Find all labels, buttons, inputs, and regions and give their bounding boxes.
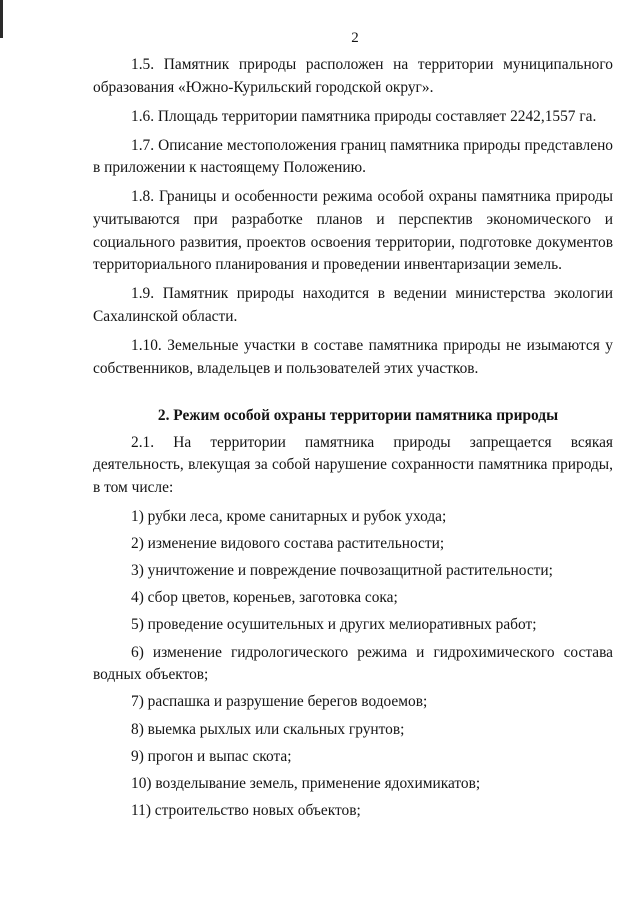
- list-item: 10) возделывание земель, применение ядохимикатов;: [131, 774, 481, 792]
- list-item: 7) распашка и разрушение берегов водоемов;: [131, 693, 428, 711]
- paragraph-1-7: 1.7. Описание местоположения границ памятника природы представлено в приложении к настоящему Положению.: [93, 136, 613, 177]
- paragraph-2-1: 2.1. На территории памятника природы запрещается всякая деятельность, влекущая за собой нарушение сохранности памятника природы, в том числе:: [93, 433, 613, 496]
- page-number: 2: [351, 30, 359, 46]
- list-item: 5) проведение осушительных и других мелиоративных работ;: [131, 616, 537, 634]
- paragraph-1-10: 1.10. Земельные участки в составе памятника природы не изымаются у собственников, владельцев и пользователей этих участков.: [93, 337, 613, 377]
- list-item: 9) прогон и выпас скота;: [131, 747, 292, 765]
- document-body: [93, 54, 613, 827]
- paragraph-1-9: 1.9. Памятник природы находится в ведении министерства экологии Сахалинской области.: [93, 285, 613, 325]
- list-item: 1) рубки леса, кроме санитарных и рубок ухода;: [131, 507, 447, 525]
- list-item: 8) выемка рыхлых или скальных грунтов;: [131, 720, 405, 738]
- list-item: 4) сбор цветов, кореньев, заготовка сока;: [131, 589, 398, 607]
- list-item: 11) строительство новых объектов;: [131, 802, 361, 820]
- section-2-heading: 2. Режим особой охраны территории памятника природы: [157, 407, 559, 425]
- paragraph-1-8: 1.8. Границы и особенности режима особой охраны памятника природы учитываются при разработке планов и перспектив экономического и социального развития, проектов освоения территории, подготовке документов территориального планирования и проведении инвентаризации земель.: [93, 188, 613, 274]
- paragraph-1-5: 1.5. Памятник природы расположен на территории муниципального образования «Южно-Курильский городской округ».: [93, 56, 613, 96]
- paragraph-1-6: 1.6. Площадь территории памятника природы составляет 2242,1557 га.: [131, 107, 597, 125]
- list-item: 3) уничтожение и повреждение почвозащитной растительности;: [131, 561, 553, 579]
- list-item: 2) изменение видового состава растительности;: [131, 534, 445, 552]
- list-item: 6) изменение гидрологического режима и гидрохимического состава водных объектов;: [93, 643, 613, 684]
